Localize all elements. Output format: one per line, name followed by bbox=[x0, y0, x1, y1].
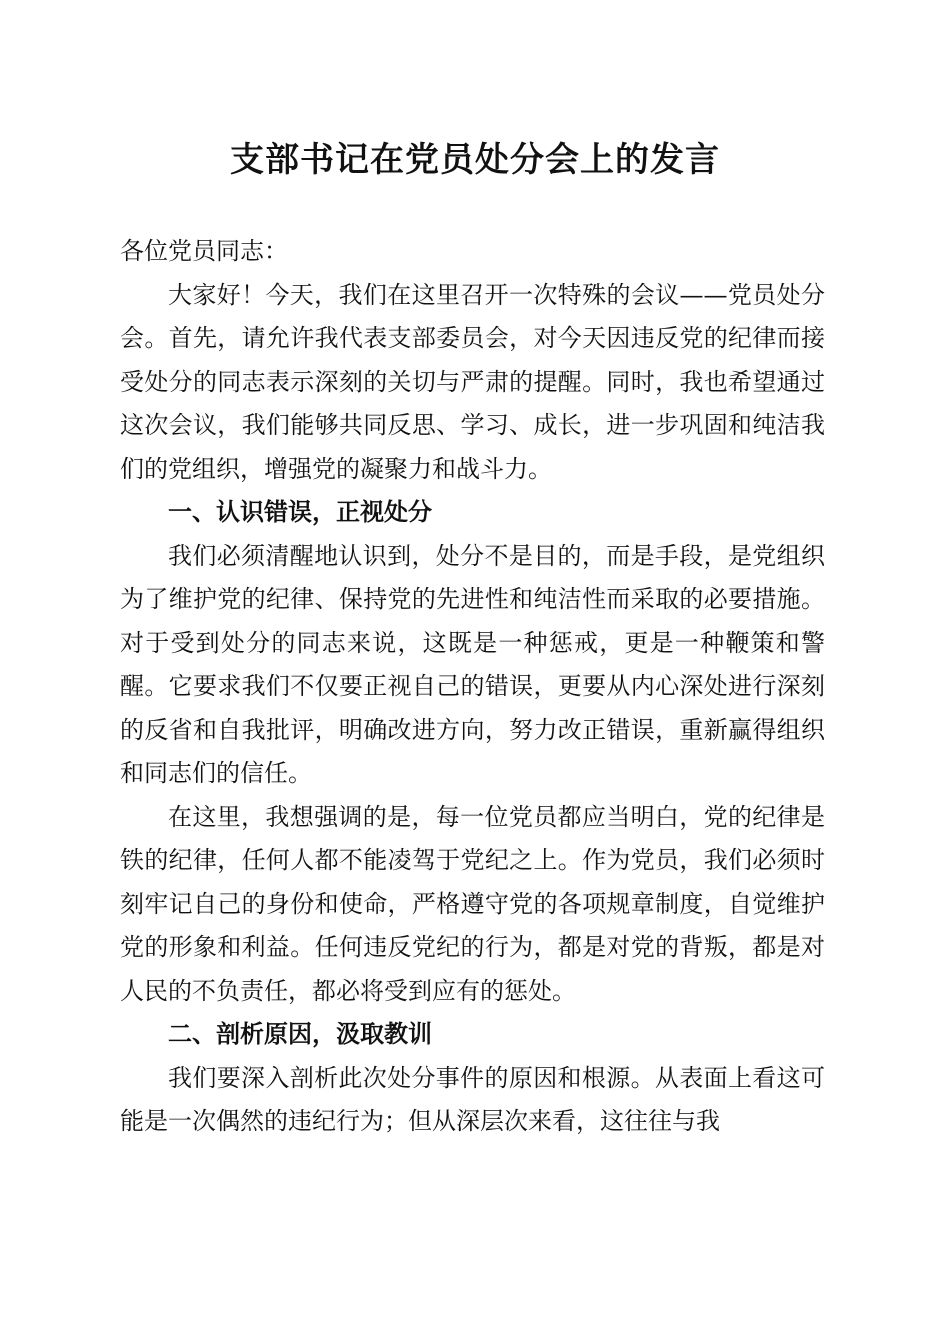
paragraph-section1-b: 在这里，我想强调的是，每一位党员都应当明白，党的纪律是铁的纪律，任何人都不能凌驾于党纪之上。作为党员，我们必须时刻牢记自己的身份和使命，严格遵守党的各项规章制度，自觉维护党的形象和利益。任何违反党纪的行为，都是对党的背叛，都是对人民的不负责任，都必将受到应有的惩处。 bbox=[120, 802, 825, 1005]
paragraph-section1-a: 我们必须清醒地认识到，处分不是目的，而是手段，是党组织为了维护党的纪律、保持党的先进性和纯洁性而采取的必要措施。对于受到处分的同志来说，这既是一种惩戒，更是一种鞭策和警醒。它要求我们不仅要正视自己的错误，更要从内心深处进行深刻的反省和自我批评，明确改进方向，努力改正错误，重新赢得组织和同志们的信任。 bbox=[120, 541, 825, 787]
paragraph-section2-a: 我们要深入剖析此次处分事件的原因和根源。从表面上看这可能是一次偶然的违纪行为；但从深层次来看，这往往与我 bbox=[120, 1063, 825, 1135]
paragraph-opening: 大家好！今天，我们在这里召开一次特殊的会议——党员处分会。首先，请允许我代表支部委员会，对今天因违反党的纪律而接受处分的同志表示深刻的关切与严肃的提醒。同时，我也希望通过这次会议，我们能够共同反思、学习、成长，进一步巩固和纯洁我们的党组织，增强党的凝聚力和战斗力。 bbox=[120, 280, 825, 483]
document-title: 支部书记在党员处分会上的发言 bbox=[230, 140, 720, 180]
section-heading-1: 一、认识错误，正视处分 bbox=[168, 498, 432, 526]
section-heading-2: 二、剖析原因，汲取教训 bbox=[168, 1020, 432, 1048]
salutation: 各位党员同志： bbox=[120, 237, 288, 265]
document-body bbox=[120, 230, 825, 1144]
